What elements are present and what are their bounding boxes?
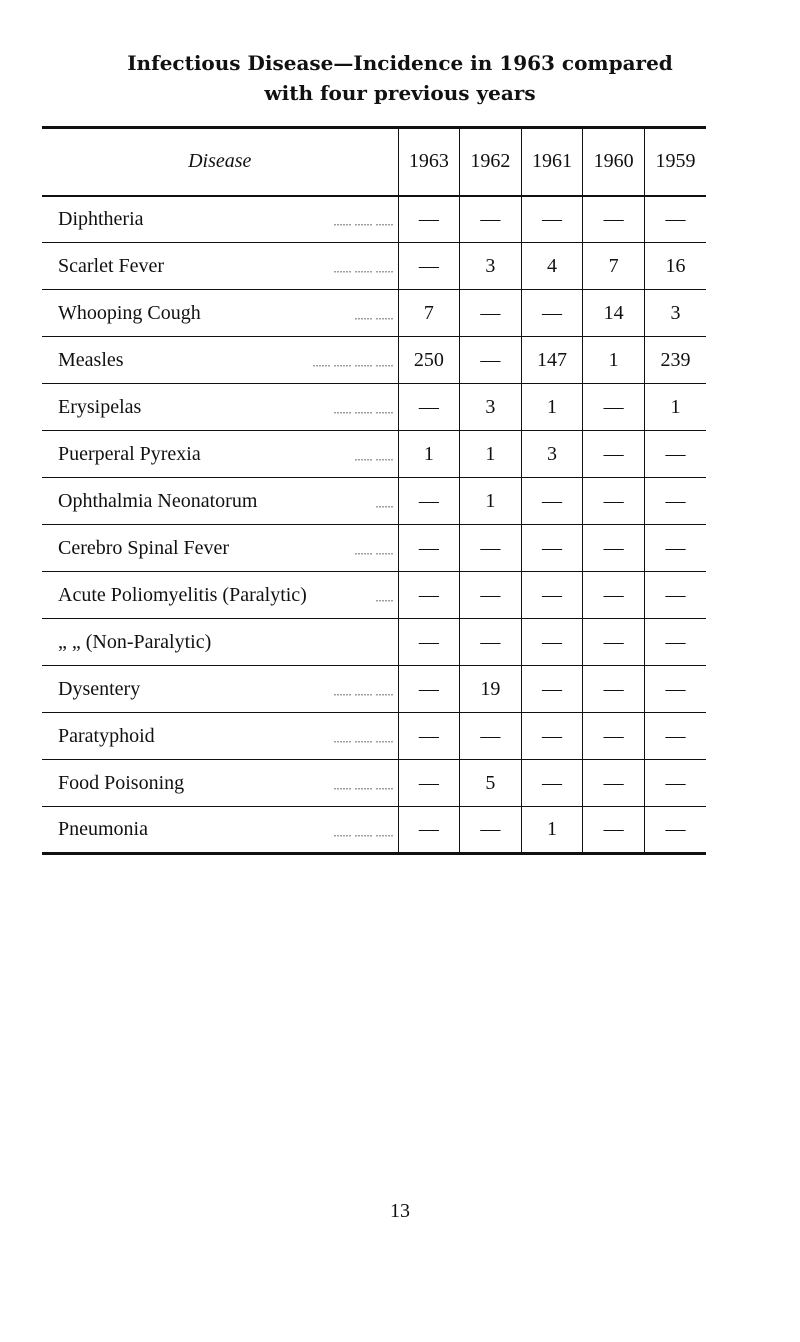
value-cell-1960: — [583,431,645,478]
value-cell-1961: — [521,196,583,243]
header-disease: Disease [42,128,398,196]
disease-name-cell [42,337,398,384]
value-cell-1960: — [583,713,645,760]
leader-dots: ...... ...... [354,449,394,464]
header-year-1961: 1961 [521,128,583,196]
value-cell-1962: — [460,525,522,572]
table-row [42,572,706,619]
leader-dots: ...... ...... ...... [333,684,394,699]
table-row [42,619,706,666]
disease-name-cell [42,525,398,572]
table-row [42,431,706,478]
value-cell-1961: 1 [521,807,583,854]
leader-dots: ...... ...... ...... [333,825,394,839]
value-cell-1961: — [521,760,583,807]
value-cell-1960: — [583,384,645,431]
value-cell-1962: 19 [460,666,522,713]
disease-name: Puerperal Pyrexia [58,443,205,465]
value-cell-1963: — [398,384,460,431]
disease-name-cell [42,431,398,478]
value-cell-1961: 1 [521,384,583,431]
table-row [42,196,706,243]
table-body [42,196,706,854]
disease-name: Diphtheria [58,208,148,230]
disease-name: Ophthalmia Neonatorum [58,490,261,512]
value-cell-1960: — [583,525,645,572]
table-row [42,337,706,384]
table-row [42,290,706,337]
value-cell-1962: — [460,196,522,243]
leader-dots: ...... ...... [354,543,394,558]
value-cell-1960: — [583,807,645,854]
disease-name-cell [42,572,398,619]
table-header-row [42,128,706,196]
value-cell-1963: — [398,243,460,290]
value-cell-1961: — [521,478,583,525]
value-cell-1962: 3 [460,384,522,431]
table-row [42,384,706,431]
value-cell-1962: — [460,337,522,384]
leader-dots: ...... [375,590,394,605]
leader-dots: ...... ...... ...... [333,261,394,276]
value-cell-1960: — [583,196,645,243]
value-cell-1959: 239 [644,337,706,384]
header-year-1962: 1962 [460,128,522,196]
value-cell-1963: — [398,478,460,525]
disease-name: Dysentery [58,678,144,700]
disease-name-cell [42,619,398,666]
value-cell-1963: — [398,760,460,807]
value-cell-1963: — [398,619,460,666]
value-cell-1962: 1 [460,431,522,478]
table-row [42,478,706,525]
value-cell-1959: 3 [644,290,706,337]
value-cell-1959: 16 [644,243,706,290]
leader-dots: ...... ...... ...... [333,214,394,229]
value-cell-1963: — [398,807,460,854]
table-row [42,713,706,760]
leader-dots: ...... ...... ...... [333,402,394,417]
value-cell-1960: — [583,619,645,666]
disease-name-cell [42,666,398,713]
value-cell-1961: — [521,666,583,713]
value-cell-1963: 7 [398,290,460,337]
disease-name-cell [42,196,398,243]
table-row [42,525,706,572]
disease-name: Erysipelas [58,396,145,418]
value-cell-1960: — [583,666,645,713]
value-cell-1963: — [398,666,460,713]
value-cell-1961: — [521,525,583,572]
leader-dots: ...... ...... ...... [333,731,394,746]
value-cell-1963: — [398,713,460,760]
disease-name-cell [42,760,398,807]
value-cell-1963: — [398,196,460,243]
disease-name: Paratyphoid [58,725,159,747]
value-cell-1960: — [583,572,645,619]
value-cell-1959: — [644,478,706,525]
disease-name: Cerebro Spinal Fever [58,537,233,559]
value-cell-1959: — [644,619,706,666]
value-cell-1961: — [521,572,583,619]
value-cell-1963: 250 [398,337,460,384]
value-cell-1961: 4 [521,243,583,290]
disease-name-cell [42,807,398,854]
value-cell-1959: — [644,525,706,572]
value-cell-1962: — [460,619,522,666]
page-title [0,48,800,108]
leader-dots: ...... [375,496,394,511]
header-year-1959: 1959 [644,128,706,196]
value-cell-1960: 14 [583,290,645,337]
disease-name-cell [42,713,398,760]
value-cell-1959: — [644,713,706,760]
value-cell-1960: 7 [583,243,645,290]
header-year-1960: 1960 [583,128,645,196]
value-cell-1960: 1 [583,337,645,384]
value-cell-1961: — [521,619,583,666]
disease-name-cell [42,384,398,431]
title-line-1: Infectious Disease—Incidence in 1963 compared [127,51,673,75]
value-cell-1963: 1 [398,431,460,478]
page-number: 13 [390,1200,410,1222]
value-cell-1963: — [398,572,460,619]
disease-name: Acute Poliomyelitis (Paralytic) [58,584,311,606]
value-cell-1961: 3 [521,431,583,478]
value-cell-1960: — [583,478,645,525]
value-cell-1962: 3 [460,243,522,290]
value-cell-1959: — [644,431,706,478]
value-cell-1962: 5 [460,760,522,807]
disease-name-cell [42,478,398,525]
value-cell-1959: 1 [644,384,706,431]
disease-name: Food Poisoning [58,772,188,794]
value-cell-1959: — [644,760,706,807]
value-cell-1959: — [644,572,706,619]
disease-name: Measles [58,349,128,371]
value-cell-1961: — [521,290,583,337]
disease-incidence-table [42,126,706,855]
title-line-2: with four previous years [264,81,536,105]
value-cell-1959: — [644,666,706,713]
disease-name: Whooping Cough [58,302,205,324]
header-year-1963: 1963 [398,128,460,196]
disease-name: „ „ (Non-Paralytic) [58,631,215,653]
table-row [42,243,706,290]
value-cell-1959: — [644,196,706,243]
value-cell-1962: — [460,807,522,854]
disease-name-cell [42,290,398,337]
value-cell-1962: — [460,572,522,619]
leader-dots: ...... ...... ...... [333,778,394,793]
leader-dots: ...... ...... ...... ...... [312,355,394,370]
value-cell-1962: 1 [460,478,522,525]
leader-dots: ...... ...... [354,308,394,323]
value-cell-1960: — [583,760,645,807]
value-cell-1963: — [398,525,460,572]
value-cell-1962: — [460,713,522,760]
value-cell-1961: 147 [521,337,583,384]
value-cell-1959: — [644,807,706,854]
table-row [42,666,706,713]
value-cell-1961: — [521,713,583,760]
value-cell-1962: — [460,290,522,337]
disease-name-cell [42,243,398,290]
disease-name: Pneumonia [58,818,152,840]
table-row [42,760,706,807]
table-row [42,807,706,854]
disease-name: Scarlet Fever [58,255,168,277]
